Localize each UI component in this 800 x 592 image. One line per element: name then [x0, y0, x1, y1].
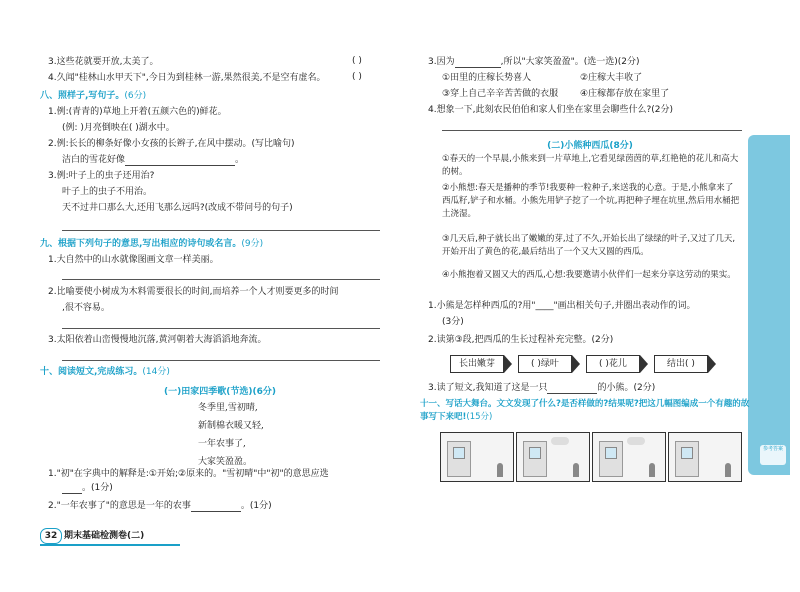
poem-line-2: 新制棉衣暖又轻, [198, 421, 264, 431]
q3-text: 3.这些花就要开放,太美了。 [48, 57, 159, 67]
q3-because-row [428, 56, 640, 68]
section-9-score: (9分) [241, 239, 264, 249]
flow-step-2[interactable]: ( )绿叶 [518, 355, 572, 373]
s9-q3-answer-line[interactable] [62, 360, 380, 361]
s9-q2a: 2.比喻要使小树成为木料需要很长的时间,而培养一个人才则要更多的时间 [48, 287, 339, 297]
q4-text: 4.想象一下,此刻农民伯伯和家人们坐在家里会聊些什么?(2分) [428, 105, 673, 115]
reading-2-para-1: ①春天的一个早晨,小熊来到一片草地上,它看见绿茵茵的草,红艳艳的花儿和高大的树。 [442, 154, 739, 177]
s8-q2-blank-row: 洁白的雪花好像 。 [62, 155, 245, 165]
reading-2-para-3: ③几天后,种子就长出了嫩嫩的芽,过了不久,开始长出了绿绿的叶子,又过了几天,开始开出了黄色的花,最后结出了一个又大又圆的西瓜。 [442, 234, 736, 257]
flow-step-3[interactable]: ( )花儿 [586, 355, 640, 373]
section-10-score: (14分) [142, 367, 170, 377]
section-8-heading: 八、照样子,写句子。 [40, 91, 125, 101]
q4-answer-line[interactable] [442, 130, 742, 131]
r2-q1a: 1.小熊是怎样种西瓜的?用"____"画出相关句子,并圈出表动作的词。 [428, 301, 696, 311]
kid-figure [497, 463, 503, 477]
q4-text: 4.久闻"桂林山水甲天下",今日为到桂林一游,果然很美,不是空有虚名。 [48, 73, 326, 83]
s8-q1-blank: (例: )月亮倒映在( )湖水中。 [62, 123, 175, 133]
comic-panel-2 [516, 432, 590, 482]
r1-q2-answer-blank[interactable] [191, 502, 241, 512]
section-11-heading: 十一、写话大舞台。文文发现了什么?是否样做的?结果呢?把这几幅图编成一个有趣的故事写下来吧! [420, 399, 750, 422]
footer-title: 期末基础检测卷(二) [64, 531, 145, 541]
footer-bar [40, 544, 180, 546]
r2-q2: 2.读第③段,把西瓜的生长过程补充完整。(2分) [428, 335, 614, 345]
kid-figure [725, 463, 731, 477]
poem-line-3: 一年农事了, [198, 439, 246, 449]
flow-step-1: 长出嫩芽 [450, 355, 504, 373]
q3-so: ,所以"大家笑盈盈"。(选一选)(2分) [500, 57, 640, 67]
r2-q3-prompt: 3.读了短文,我知道了这是一只 [428, 383, 548, 393]
s8-q2-answer-blank[interactable] [125, 156, 235, 166]
q4-paren: ( ) [352, 72, 362, 82]
section-9-heading: 九、根据下列句子的意思,写出相应的诗句或名言。 [40, 239, 242, 249]
q3-because: 3.因为 [428, 57, 455, 67]
reading-1-title: (一)田家四季歌(节选)(6分) [164, 387, 276, 397]
r2-q3-score: 的小熊。(2分) [597, 383, 656, 393]
reading-2-para-2: ②小熊想:春天是播种的季节!我要种一粒种子,来送我的心意。于是,小熊拿来了西瓜籽,铲子和水桶。小熊先用铲子挖了一个坑,再把种子埋在坑里,然后用水桶把土浇湿。 [442, 183, 740, 219]
r2-q3-row [428, 382, 655, 394]
r1-q2-prompt: 2."一年农事了"的意思是一年的农事 [48, 501, 191, 511]
r1-q1-answer-blank[interactable] [62, 484, 82, 494]
page-number: 32 [40, 528, 62, 544]
left-column [40, 0, 385, 592]
s8-q1-example: 1.例:(青青的)草地上开着(五颜六色的)鲜花。 [48, 107, 227, 117]
side-tab [748, 135, 790, 475]
answer-badge: 参考答案 [760, 445, 786, 465]
q3-option-1: ①田里的庄稼长势喜人 [442, 73, 532, 83]
q3-paren: ( ) [352, 56, 362, 66]
r1-q2-row [48, 500, 272, 512]
s9-q3: 3.太阳依着山峦慢慢地沉落,黄河朝着大海滔滔地奔流。 [48, 335, 267, 345]
comic-panel-3 [592, 432, 666, 482]
q3-because-blank[interactable] [455, 58, 501, 68]
section-11-title [420, 398, 750, 424]
s8-q2-example: 2.例:长长的柳条好像小女孩的长辫子,在风中摆动。(写比喻句) [48, 139, 295, 149]
comic-panel-1 [440, 432, 514, 482]
reading-2-para-4: ④小熊抱着又圆又大的西瓜,心想:我要邀请小伙伴们一起来分享这劳动的果实。 [442, 270, 736, 280]
section-10-heading: 十、阅读短文,完成练习。 [40, 367, 143, 377]
section-10-title [40, 366, 170, 378]
s8-q3-example2: 叶子上的虫子不用治。 [62, 187, 153, 197]
poem-line-1: 冬季里,雪初晴, [198, 403, 258, 413]
s9-q2-answer-line[interactable] [62, 328, 380, 329]
r2-q1b: (3分) [442, 317, 464, 327]
right-column [420, 0, 750, 592]
s9-q1: 1.大自然中的山水就像图画文章一样美丽。 [48, 255, 219, 265]
reading-2-title: (二)小熊种西瓜(8分) [547, 141, 633, 151]
s9-q2b: ,很不容易。 [62, 303, 110, 313]
q3-option-4: ④庄稼都存放在家里了 [580, 89, 670, 99]
flow-step-4[interactable]: 结出( ) [654, 355, 708, 373]
r1-q1b-row [62, 482, 113, 494]
kid-figure [649, 463, 655, 477]
poem-line-4: 大家笑盈盈。 [198, 457, 253, 467]
growth-flow [450, 355, 750, 373]
s8-q3-example: 3.例:叶子上的虫子还用治? [48, 171, 155, 181]
comic-panel-4 [668, 432, 742, 482]
r2-q3-answer-blank[interactable] [547, 384, 597, 394]
r1-q2-score: 。(1分) [240, 501, 272, 511]
r1-q1a: 1."初"在字典中的解释是:①开始;②原来的。"雪初晴"中"初"的意思应选 [48, 469, 329, 479]
s8-q3-prompt: 天不过井口那么大,还用飞那么远吗?(改成不带问号的句子) [62, 203, 293, 213]
s8-q3-answer-line[interactable] [62, 230, 380, 231]
section-11-score: (15分) [466, 412, 493, 422]
q3-option-3: ③穿上自己辛辛苦苦做的衣服 [442, 89, 559, 99]
section-8-score: (6分) [124, 91, 147, 101]
kid-figure [573, 463, 579, 477]
section-9-title [40, 238, 263, 250]
s9-q1-answer-line[interactable] [62, 279, 380, 280]
q3-option-2: ②庄稼大丰收了 [580, 73, 643, 83]
r1-q1-score: 。(1分) [82, 483, 113, 493]
section-8-title [40, 90, 146, 102]
s8-q2-prompt: 洁白的雪花好像 [62, 155, 126, 165]
